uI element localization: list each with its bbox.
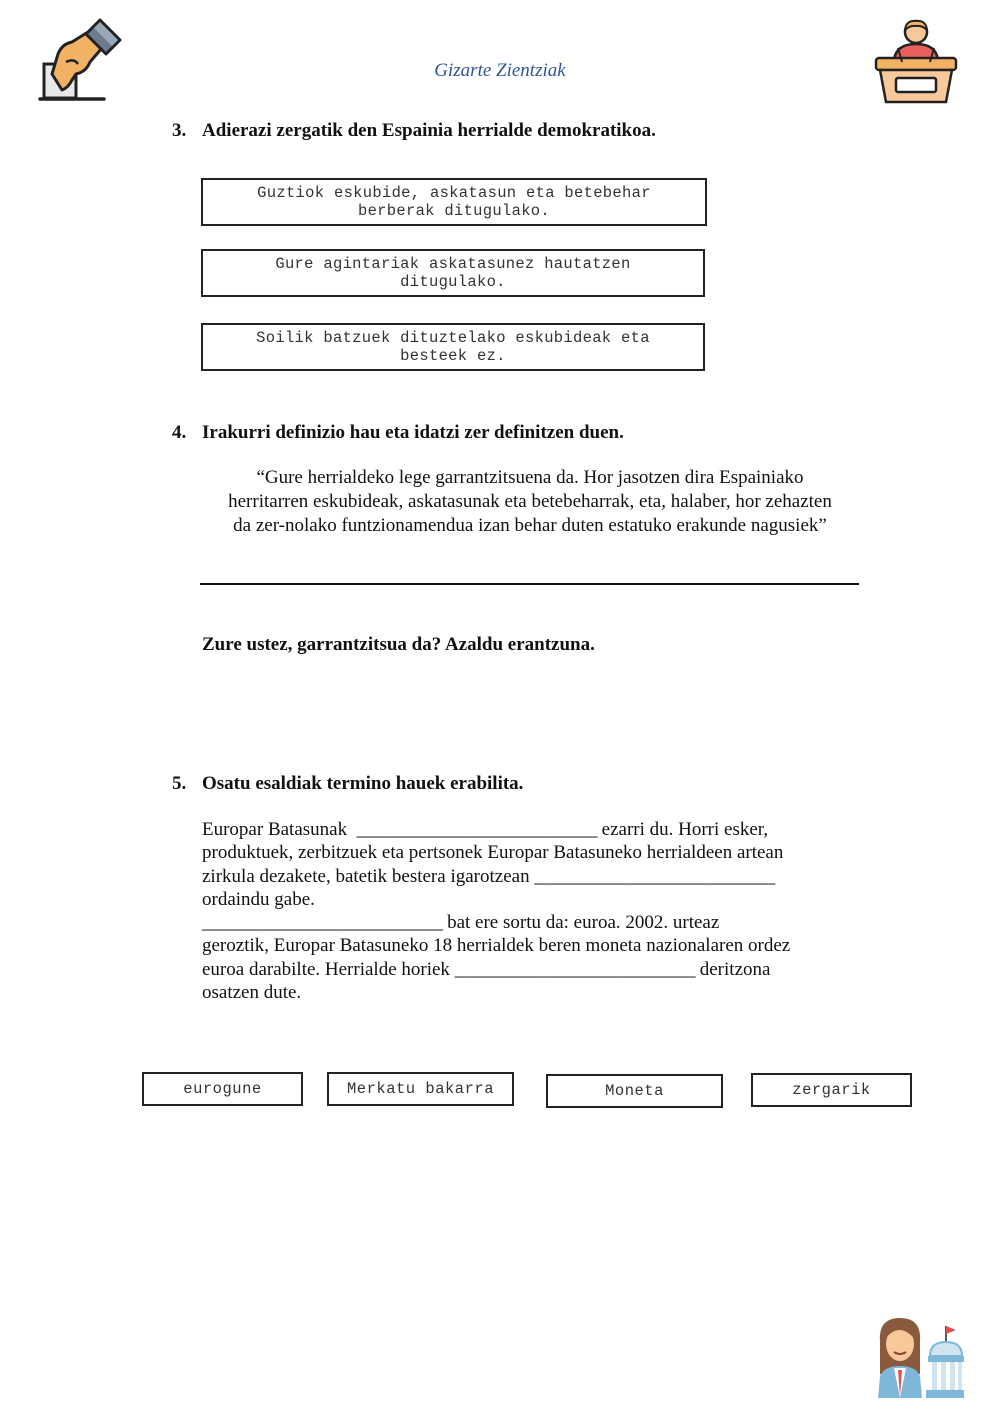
term-moneta[interactable]: Moneta	[546, 1074, 723, 1108]
paragraph-text: osatzen dute.	[202, 981, 302, 1003]
blank-slot-1[interactable]: ___________________________	[356, 819, 597, 840]
blank-slot-4[interactable]: ___________________________	[454, 958, 695, 980]
paragraph-text: zirkula dezakete, batetik bestera igarotzean	[202, 865, 530, 887]
answer-option-2-line1: Gure agintariak askatasunez hautatzen	[275, 255, 631, 273]
question-4-number: 4.	[172, 422, 187, 443]
question-3-number: 3.	[172, 120, 187, 141]
answer-option-2[interactable]	[201, 249, 705, 297]
definition-quote-line: herritarren eskubideak, askatasunak eta betebeharrak, eta, halaber, hor zehazten	[228, 491, 832, 512]
fill-in-paragraph-2	[202, 911, 842, 1004]
paragraph-text: ordaindu gabe.	[202, 888, 315, 910]
paragraph-text: Europar Batasunak	[202, 819, 348, 840]
question-3-title	[172, 120, 656, 142]
answer-option-2-line2: ditugulako.	[400, 273, 506, 291]
question-5-text: Osatu esaldiak termino hauek erabilita.	[202, 773, 524, 794]
question-4-title	[172, 422, 624, 444]
paragraph-text: ezarri du. Horri esker,	[601, 819, 769, 840]
page-header-title: Gizarte Zientziak	[434, 60, 566, 81]
answer-option-3-line2: besteek ez.	[400, 347, 506, 365]
term-zergarik[interactable]: zergarik	[751, 1073, 912, 1107]
answer-option-3[interactable]	[201, 323, 705, 371]
question-4-text: Irakurri definizio hau eta idatzi zer definitzen duen.	[202, 422, 624, 443]
question-3-text: Adierazi zergatik den Espainia herrialde demokratikoa.	[202, 120, 656, 141]
fill-in-paragraph-1	[202, 818, 842, 911]
question-5-number: 5.	[172, 773, 187, 794]
answer-option-1-line1: Guztiok eskubide, askatasun eta betebehar	[257, 184, 651, 202]
followup-question: Zure ustez, garrantzitsua da? Azaldu erantzuna.	[202, 634, 595, 655]
answer-option-1-line2: berberak ditugulako.	[357, 202, 550, 220]
term-eurogune[interactable]: eurogune	[142, 1072, 303, 1106]
answer-option-1[interactable]	[201, 178, 707, 226]
paragraph-text: geroztik, Europar Batasuneko 18 herrialdek beren moneta nazionalaren ordez	[202, 935, 791, 957]
answer-line-input[interactable]	[200, 583, 859, 585]
definition-quote-line: da zer-nolako funtzionamendua izan behar duten estatuko erakunde nagusiek”	[233, 515, 827, 536]
paragraph-text: euroa darabilte. Herrialde horiek	[202, 958, 450, 980]
definition-quote	[200, 466, 860, 538]
blank-slot-3[interactable]: ___________________________	[202, 912, 443, 933]
definition-quote-line: “Gure herrialdeko lege garrantzitsuena da. Hor jasotzen dira Espainiako	[256, 467, 804, 488]
woman-government-building-icon	[872, 1312, 964, 1400]
answer-option-3-line1: Soilik batzuek dituztelako eskubideak eta	[256, 329, 650, 347]
blank-slot-2[interactable]: ___________________________	[534, 865, 775, 887]
answer-area[interactable]	[202, 664, 842, 764]
term-merkatu-bakarra[interactable]: Merkatu bakarra	[327, 1072, 514, 1106]
question-5-title	[172, 773, 523, 795]
paragraph-text: deritzona	[699, 958, 771, 980]
politician-podium-icon	[872, 18, 960, 106]
paragraph-text: produktuek, zerbitzuek eta pertsonek Europar Batasuneko herrialdeen artean	[202, 842, 784, 864]
paragraph-text: bat ere sortu da: euroa. 2002. urteaz	[447, 912, 720, 933]
